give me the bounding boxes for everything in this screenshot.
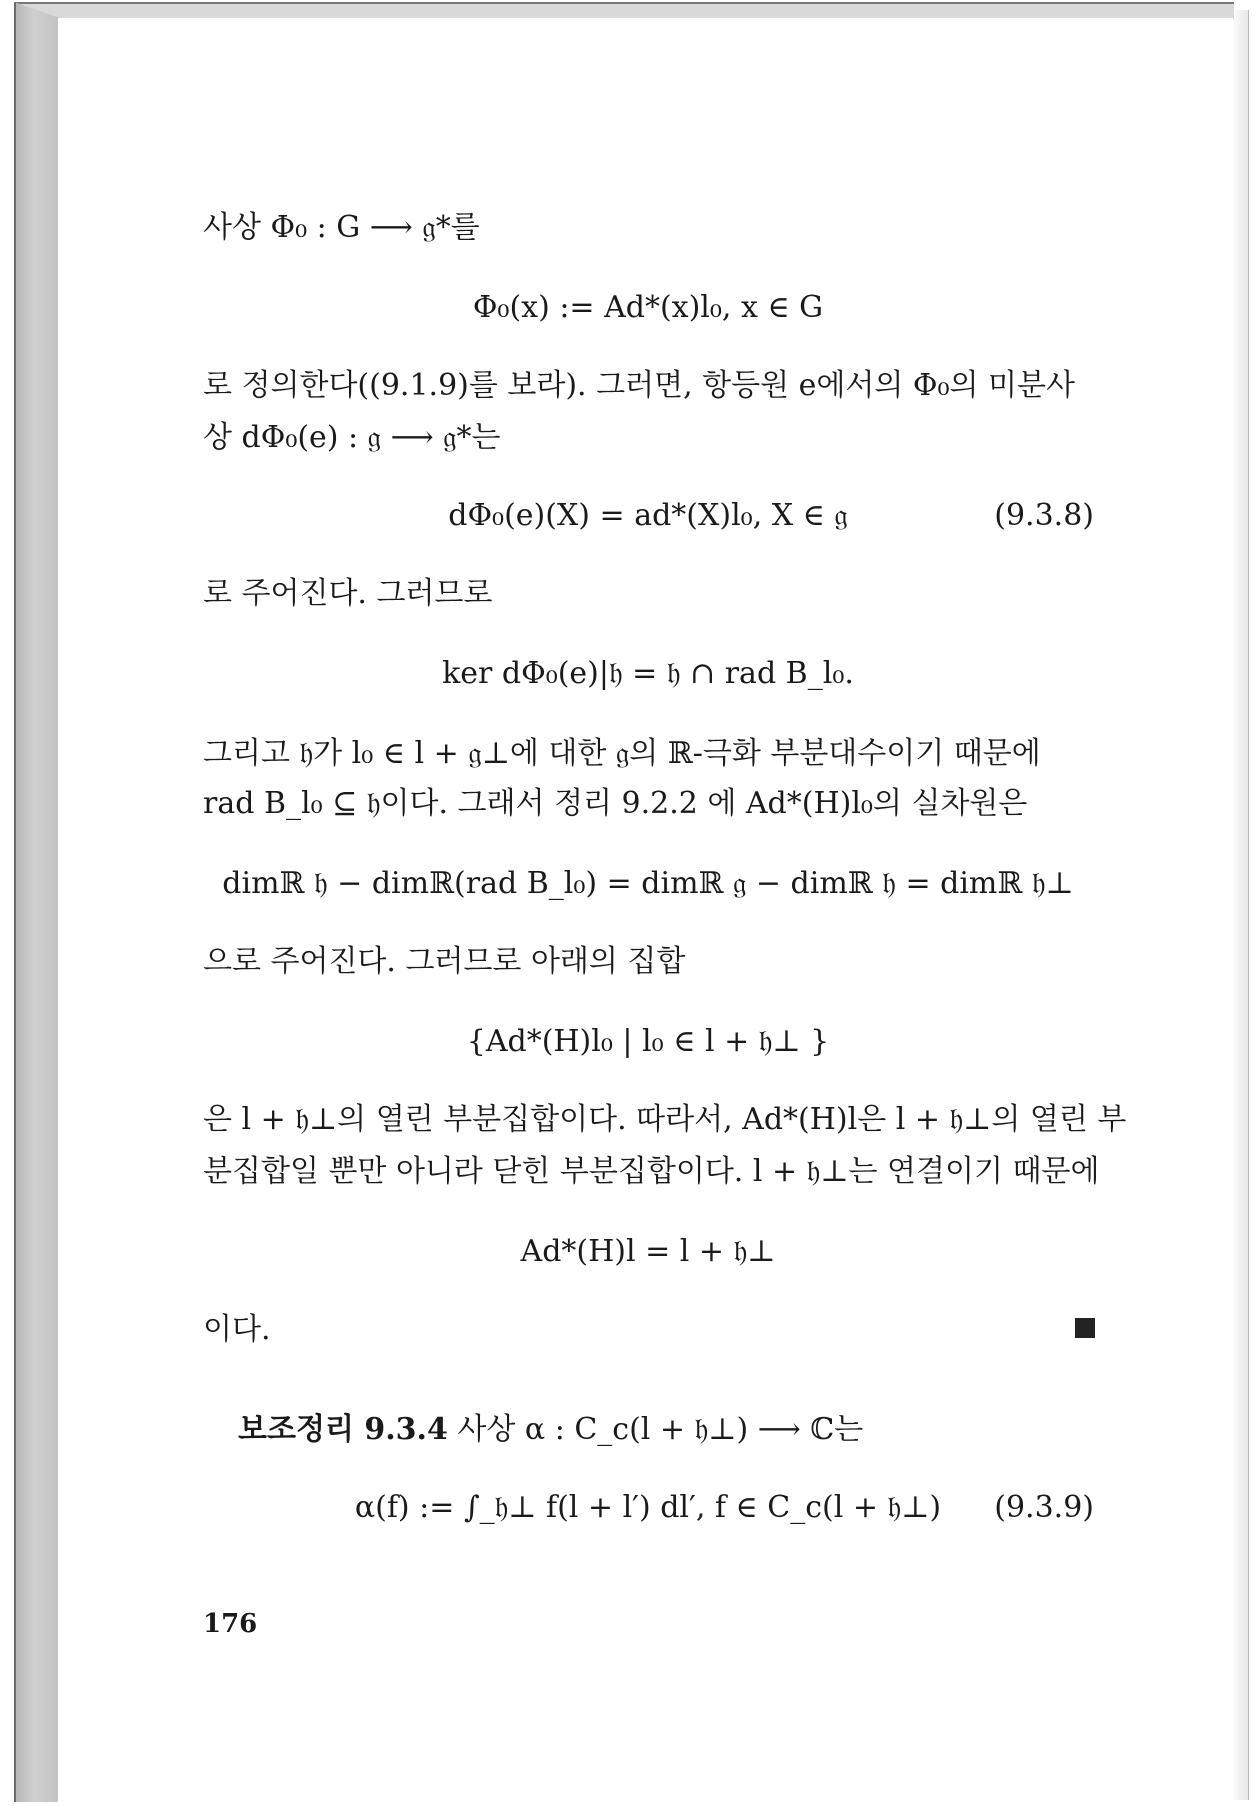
text-line-2: 로 정의한다((9.1.9)를 보라). 그러면, 항등원 e에서의 Φ₀의 미분사 — [203, 368, 1075, 403]
equation-number-9-3-9: (9.3.9) — [994, 1490, 1094, 1525]
text-line-5: 그리고 𝔥가 l₀ ∈ l + 𝔤⊥에 대한 𝔤의 ℝ-극화 부분대수이기 때문에 — [203, 736, 1041, 771]
text-line-6: rad B_l₀ ⊆ 𝔥이다. 그래서 정리 9.2.2 에 Ad*(H)l₀의 실차원은 — [203, 786, 1028, 821]
equation-phi0: Φ₀(x) := Ad*(x)l₀, x ∈ G — [472, 290, 824, 325]
text-line-4: 로 주어진다. 그러므로 — [203, 576, 493, 611]
lemma-text: 사상 α : C_c(l + 𝔥⊥) ⟶ ℂ는 — [447, 1412, 864, 1447]
equation-number-9-3-8: (9.3.8) — [994, 498, 1094, 533]
text-line-1: 사상 Φ₀ : G ⟶ 𝔤*를 — [203, 210, 480, 245]
page-stack-edge — [1234, 10, 1249, 1800]
equation-9-3-9: α(f) := ∫_𝔥⊥ f(l + l′) dl′, f ∈ C_c(l + 𝔥⊥) — [354, 1490, 942, 1525]
text-line-3: 상 dΦ₀(e) : 𝔤 ⟶ 𝔤*는 — [203, 420, 501, 455]
text-line-9: 분집합일 뿐만 아니라 닫힌 부분집합이다. l + 𝔥⊥는 연결이기 때문에 — [203, 1154, 1100, 1189]
qed-square-icon — [1075, 1318, 1095, 1338]
text-line-7: 으로 주어진다. 그러므로 아래의 집합 — [203, 944, 686, 979]
text-line-10: 이다. — [203, 1312, 271, 1347]
lemma-label: 보조정리 9.3.4 — [238, 1412, 448, 1447]
book-page — [58, 18, 1233, 1803]
equation-set: {Ad*(H)l₀ | l₀ ∈ l + 𝔥⊥ } — [466, 1024, 830, 1059]
equation-orbit: Ad*(H)l = l + 𝔥⊥ — [520, 1234, 776, 1269]
lemma-heading — [238, 1410, 863, 1450]
equation-9-3-8: dΦ₀(e)(X) = ad*(X)l₀, X ∈ 𝔤 — [448, 498, 848, 533]
book-spine — [14, 2, 60, 1802]
text-line-8: 은 l + 𝔥⊥의 열린 부분집합이다. 따라서, Ad*(H)l은 l + 𝔥⊥의 열린 부 — [203, 1102, 1127, 1137]
equation-kernel: ker dΦ₀(e)|𝔥 = 𝔥 ∩ rad B_l₀. — [442, 656, 854, 691]
page-number: 176 — [203, 1609, 258, 1639]
equation-dimension: dimℝ 𝔥 − dimℝ(rad B_l₀) = dimℝ 𝔤 − dimℝ 𝔥 = dimℝ 𝔥⊥ — [222, 866, 1074, 901]
